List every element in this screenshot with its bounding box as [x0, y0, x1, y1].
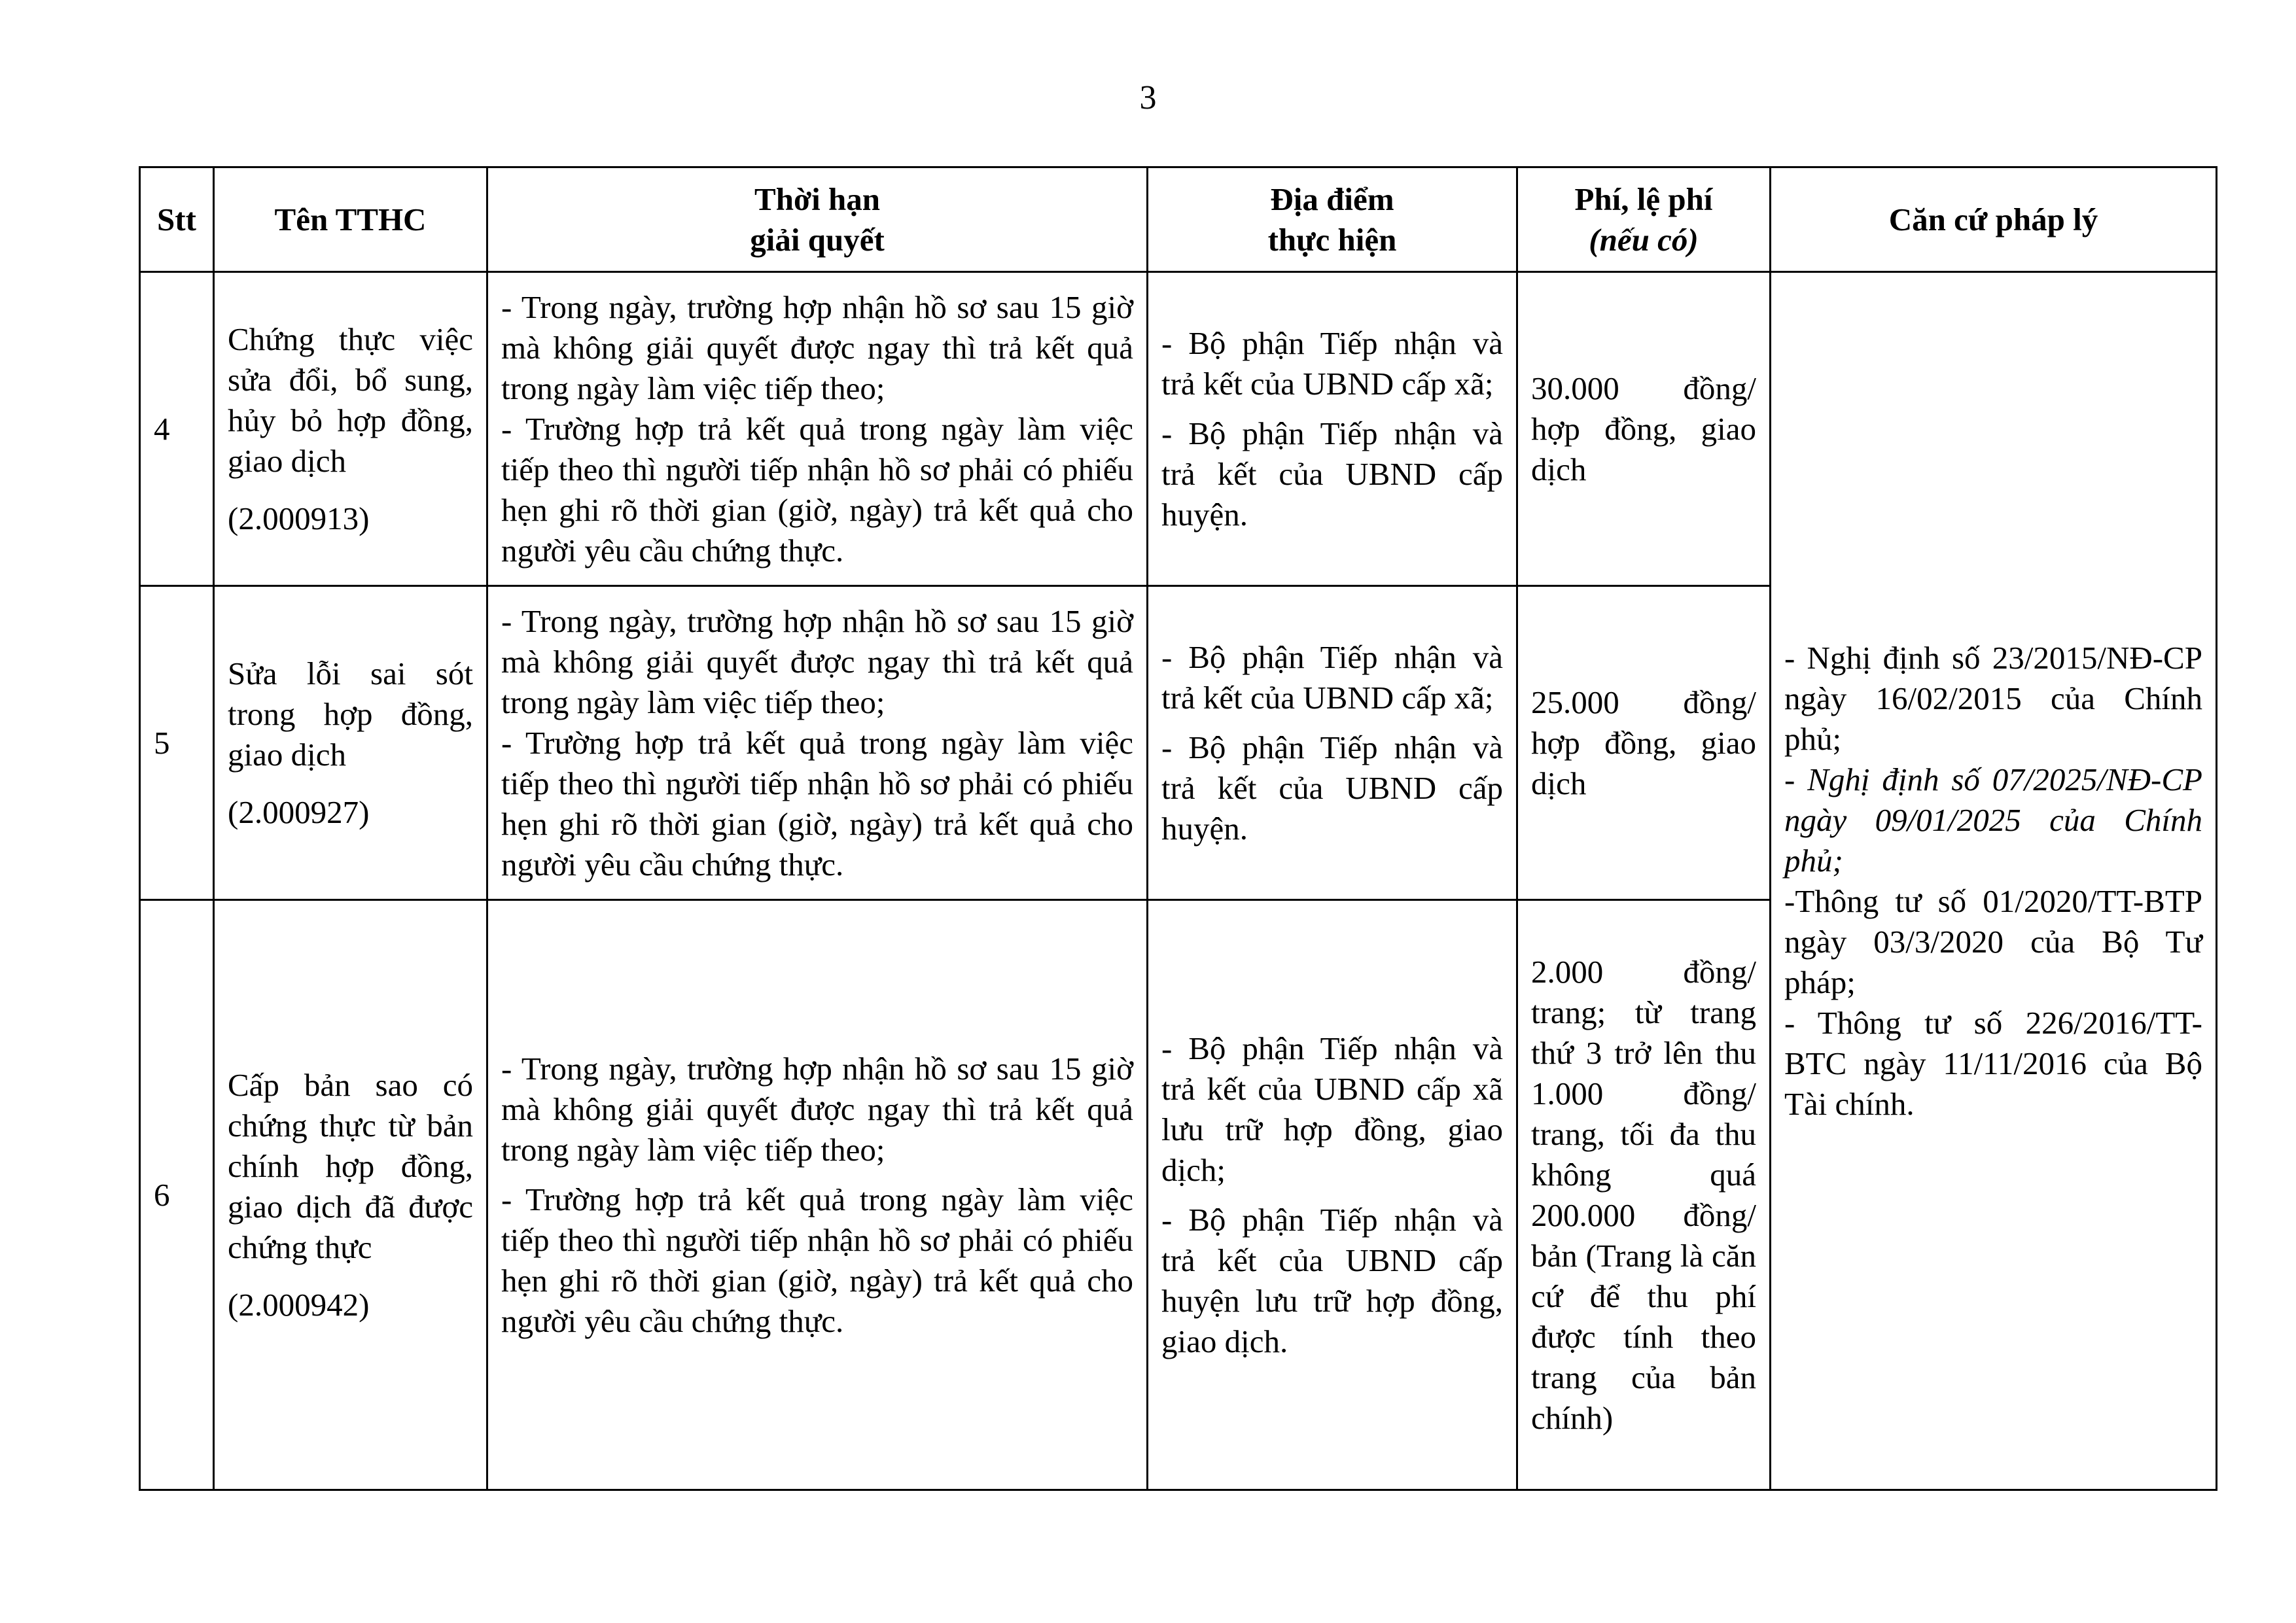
fee-text: 2.000 đồng/ trang; từ trang thứ 3 trở lên thu 1.000 đồng/ trang, tối đa thu không quá 200.000 đồng/ bản (Trang là căn cứ để thu phí được tính theo trang của bản chính) — [1531, 953, 1756, 1436]
procedure-name: Cấp bản sao có chứng thực từ bản chính hợp đồng, giao dịch đã được chứng thực — [228, 1066, 473, 1265]
time-note-1: - Trong ngày, trường hợp nhận hồ sơ sau 15 giờ mà không giải quyết được ngay thì trả kết quả trong ngày làm việc tiếp theo; — [501, 602, 1133, 720]
header-time-line2: giải quyết — [750, 221, 885, 258]
location-2: - Bộ phận Tiếp nhận và trả kết của UBND cấp huyện. — [1161, 729, 1503, 846]
location-2: - Bộ phận Tiếp nhận và trả kết của UBND cấp huyện. — [1161, 415, 1503, 532]
time-note-2: - Trường hợp trả kết quả trong ngày làm việc tiếp theo thì người tiếp nhận hồ sơ phải có phiếu hẹn ghi rõ thời gian (giờ, ngày) trả kết quả cho người yêu cầu chứng thực. — [501, 1181, 1133, 1339]
procedure-code: (2.000942) — [228, 1286, 370, 1323]
location-1: - Bộ phận Tiếp nhận và trả kết của UBND cấp xã; — [1161, 324, 1503, 402]
location-1: - Bộ phận Tiếp nhận và trả kết của UBND cấp xã; — [1161, 638, 1503, 716]
processing-time-cell — [487, 586, 1148, 900]
location-cell — [1148, 900, 1517, 1490]
time-note-2: - Trường hợp trả kết quả trong ngày làm việc tiếp theo thì người tiếp nhận hồ sơ phải có phiếu hẹn ghi rõ thời gian (giờ, ngày) trả kết quả cho người yêu cầu chứng thực. — [501, 410, 1133, 568]
row-stt: 5 — [140, 586, 214, 900]
header-processing-time — [487, 167, 1148, 272]
location-cell — [1148, 586, 1517, 900]
legal-basis-cell — [1771, 272, 2217, 1490]
procedure-name-cell — [214, 900, 487, 1490]
header-stt: Stt — [140, 167, 214, 272]
fee-text: 30.000 đồng/ hợp đồng, giao dịch — [1531, 370, 1756, 487]
page-number: 3 — [1139, 79, 1157, 116]
time-note-1: - Trong ngày, trường hợp nhận hồ sơ sau 15 giờ mà không giải quyết được ngay thì trả kết quả trong ngày làm việc tiếp theo; — [501, 1050, 1133, 1168]
table-header-row — [140, 167, 2217, 272]
header-location-line2: thực hiện — [1267, 221, 1397, 258]
header-location-line1: Địa điểm — [1270, 181, 1394, 217]
legal-basis-4: - Thông tư số 226/2016/TT-BTC ngày 11/11/2016 của Bộ Tài chính. — [1784, 1004, 2202, 1122]
location-2: - Bộ phận Tiếp nhận và trả kết của UBND cấp huyện lưu trữ hợp đồng, giao dịch. — [1161, 1201, 1503, 1359]
procedure-code: (2.000927) — [228, 794, 370, 830]
time-note-1: - Trong ngày, trường hợp nhận hồ sơ sau 15 giờ mà không giải quyết được ngay thì trả kết quả trong ngày làm việc tiếp theo; — [501, 288, 1133, 406]
fee-cell — [1517, 900, 1771, 1490]
legal-basis-1: - Nghị định số 23/2015/NĐ-CP ngày 16/02/2015 của Chính phủ; — [1784, 639, 2202, 757]
table-row — [140, 272, 2217, 586]
procedure-name: Chứng thực việc sửa đổi, bổ sung, hủy bỏ hợp đồng, giao dịch — [228, 321, 473, 479]
header-fee-line2: (nếu có) — [1589, 221, 1699, 258]
procedure-name: Sửa lỗi sai sót trong hợp đồng, giao dịch — [228, 655, 473, 773]
procedure-name-cell — [214, 586, 487, 900]
fee-cell — [1517, 586, 1771, 900]
fee-text: 25.000 đồng/ hợp đồng, giao dịch — [1531, 684, 1756, 801]
header-fee-line1: Phí, lệ phí — [1574, 181, 1713, 217]
header-procedure-name: Tên TTHC — [214, 167, 487, 272]
header-time-line1: Thời hạn — [754, 181, 880, 217]
procedure-code: (2.000913) — [228, 500, 370, 536]
time-note-2: - Trường hợp trả kết quả trong ngày làm việc tiếp theo thì người tiếp nhận hồ sơ phải có phiếu hẹn ghi rõ thời gian (giờ, ngày) trả kết quả cho người yêu cầu chứng thực. — [501, 724, 1133, 882]
processing-time-cell — [487, 900, 1148, 1490]
fee-cell — [1517, 272, 1771, 586]
legal-basis-2: - Nghị định số 07/2025/NĐ-CP ngày 09/01/2025 của Chính phủ; — [1784, 761, 2202, 879]
row-stt: 6 — [140, 900, 214, 1490]
header-legal-basis: Căn cứ pháp lý — [1771, 167, 2217, 272]
procedure-name-cell — [214, 272, 487, 586]
legal-basis-3: -Thông tư số 01/2020/TT-BTP ngày 03/3/2020 của Bộ Tư pháp; — [1784, 882, 2202, 1000]
location-cell — [1148, 272, 1517, 586]
location-1: - Bộ phận Tiếp nhận và trả kết của UBND cấp xã lưu trữ hợp đồng, giao dịch; — [1161, 1030, 1503, 1188]
header-location — [1148, 167, 1517, 272]
processing-time-cell — [487, 272, 1148, 586]
procedure-table — [139, 166, 2217, 1491]
row-stt: 4 — [140, 272, 214, 586]
header-fee — [1517, 167, 1771, 272]
